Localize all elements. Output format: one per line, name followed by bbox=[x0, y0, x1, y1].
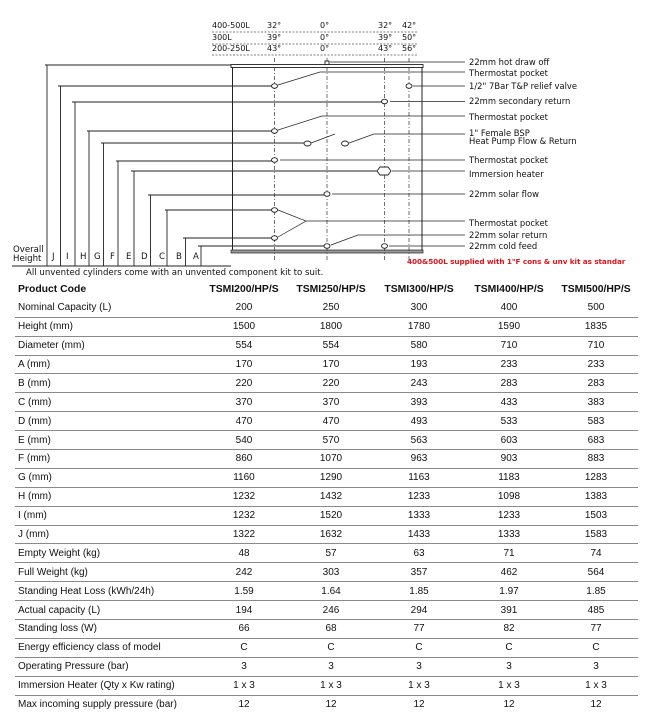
thermostat-pocket-port bbox=[272, 208, 278, 213]
dim-letter-d: D bbox=[141, 252, 148, 262]
cell-value: 1433 bbox=[407, 529, 431, 541]
ports bbox=[272, 61, 413, 248]
cell-value: 1 x 3 bbox=[233, 680, 255, 692]
cell-value: 860 bbox=[235, 453, 253, 465]
angle-value: 43° bbox=[267, 44, 282, 53]
cell-value: 1800 bbox=[319, 321, 343, 333]
cell-value: 1160 bbox=[233, 472, 255, 484]
cell-value: 1290 bbox=[319, 472, 343, 484]
cell-value: 1333 bbox=[407, 510, 431, 522]
cell-value: 493 bbox=[410, 415, 428, 427]
row-label: Energy efficiency class of model bbox=[18, 642, 161, 654]
cell-value: C bbox=[240, 642, 248, 654]
cell-value: 1070 bbox=[319, 453, 343, 465]
cell-value: 233 bbox=[500, 359, 518, 370]
cell-value: 570 bbox=[322, 434, 340, 446]
cell-value: 294 bbox=[410, 604, 428, 616]
cell-value: 246 bbox=[322, 604, 340, 616]
cell-value: 77 bbox=[590, 623, 602, 635]
relief-valve-port bbox=[406, 84, 412, 89]
cell-value: 3 bbox=[241, 661, 247, 673]
table-row bbox=[15, 695, 638, 713]
angle-size: 300L bbox=[212, 33, 232, 42]
table-row bbox=[15, 317, 638, 336]
cell-value: 1163 bbox=[408, 472, 430, 484]
label-hot-draw-off: 22mm hot draw off bbox=[469, 57, 550, 67]
cell-value: 710 bbox=[500, 340, 518, 352]
cell-value: C bbox=[327, 642, 335, 654]
cell-value: 303 bbox=[322, 566, 340, 578]
angle-value: 43° bbox=[378, 44, 393, 53]
cell-value: 1520 bbox=[319, 510, 343, 522]
row-label: Actual capacity (L) bbox=[18, 604, 101, 616]
cell-value: 82 bbox=[503, 623, 515, 635]
cell-value: 300 bbox=[410, 302, 428, 314]
row-label: Max incoming supply pressure (bar) bbox=[18, 699, 177, 711]
table-row bbox=[15, 487, 638, 506]
cell-value: 563 bbox=[410, 434, 428, 446]
heat-pump-flow-port bbox=[304, 141, 311, 146]
label-female-bsp: 1" Female BSP bbox=[469, 128, 530, 138]
cell-value: C bbox=[505, 642, 513, 654]
cell-value: 433 bbox=[500, 396, 518, 408]
row-label: C (mm) bbox=[18, 396, 52, 408]
cell-value: 564 bbox=[587, 566, 605, 578]
table-row bbox=[15, 468, 638, 487]
cell-value: 462 bbox=[500, 566, 518, 578]
cell-value: 1 x 3 bbox=[408, 680, 430, 692]
table-row bbox=[15, 657, 638, 676]
cell-value: 1322 bbox=[232, 529, 256, 541]
label-secondary-return: 22mm secondary return bbox=[469, 96, 571, 106]
immersion-heater-port bbox=[377, 167, 391, 175]
row-label: B (mm) bbox=[18, 377, 51, 389]
cell-value: 1232 bbox=[232, 491, 256, 503]
dim-letter-a: A bbox=[193, 252, 199, 262]
cell-value: 3 bbox=[416, 661, 422, 673]
table-row bbox=[15, 638, 638, 657]
overall-label: Height bbox=[13, 254, 42, 264]
cell-value: 3 bbox=[328, 661, 334, 673]
cell-value: 500 bbox=[587, 302, 605, 314]
cell-value: 77 bbox=[413, 623, 425, 635]
table-row bbox=[15, 676, 638, 695]
cell-value: 683 bbox=[587, 434, 605, 446]
cell-value: 1333 bbox=[497, 529, 521, 541]
cell-value: 71 bbox=[503, 547, 515, 559]
row-label: E (mm) bbox=[18, 434, 51, 446]
cell-value: 193 bbox=[410, 359, 428, 370]
column-header: TSMI300/HP/S bbox=[384, 284, 454, 296]
cell-value: 1.85 bbox=[586, 585, 606, 597]
cell-value: 68 bbox=[325, 623, 337, 635]
angle-value: 39° bbox=[378, 33, 393, 42]
cell-value: 12 bbox=[413, 699, 425, 711]
dim-letter-i: I bbox=[66, 252, 69, 262]
cell-value: 533 bbox=[500, 415, 518, 427]
thermostat-pocket-port bbox=[272, 129, 278, 134]
cell-value: 63 bbox=[413, 547, 425, 559]
table-row bbox=[15, 412, 638, 431]
hot-draw-off-port bbox=[325, 61, 329, 65]
cell-value: 200 bbox=[235, 302, 253, 314]
label-thermostat-pocket: Thermostat pocket bbox=[469, 218, 548, 228]
cell-value: 3 bbox=[593, 661, 599, 673]
row-label: Immersion Heater (Qty x Kw rating) bbox=[18, 680, 175, 692]
cell-value: 963 bbox=[410, 453, 428, 465]
cell-value: 1283 bbox=[584, 472, 608, 484]
row-label: A (mm) bbox=[18, 359, 51, 370]
row-label: Standing Heat Loss (kWh/24h) bbox=[18, 585, 155, 597]
label-relief-valve: 1/2" 7Bar T&P relief valve bbox=[469, 81, 578, 91]
row-label: Full Weight (kg) bbox=[18, 566, 88, 578]
table-row bbox=[15, 506, 638, 525]
cell-value: 1500 bbox=[232, 321, 256, 333]
angle-value: 0° bbox=[320, 33, 330, 42]
cell-value: 220 bbox=[322, 377, 340, 389]
cell-value: 1632 bbox=[319, 529, 343, 541]
cell-value: 250 bbox=[322, 302, 340, 314]
cell-value: 903 bbox=[500, 453, 518, 465]
thermostat-pocket-port bbox=[272, 84, 278, 89]
cell-value: C bbox=[592, 642, 600, 654]
row-label: I (mm) bbox=[18, 510, 47, 522]
cell-value: C bbox=[415, 642, 423, 654]
dim-letter-j: J bbox=[52, 252, 55, 262]
cell-value: 391 bbox=[500, 604, 518, 616]
cell-value: 1232 bbox=[232, 510, 256, 522]
cell-value: 12 bbox=[238, 699, 250, 711]
angle-value: 0° bbox=[320, 44, 330, 53]
cell-value: 485 bbox=[587, 604, 605, 616]
cell-value: 357 bbox=[410, 566, 428, 578]
angle-value: 42° bbox=[402, 21, 417, 30]
column-header: TSMI250/HP/S bbox=[296, 284, 366, 296]
dim-letter-e: E bbox=[126, 252, 132, 262]
cell-value: 1432 bbox=[319, 491, 343, 503]
table-row bbox=[15, 582, 638, 601]
table-row bbox=[15, 620, 638, 639]
angle-size: 400-500L bbox=[212, 21, 250, 30]
cell-value: 583 bbox=[587, 415, 605, 427]
spec-table bbox=[15, 281, 638, 713]
cell-value: 393 bbox=[410, 396, 428, 408]
cold-feed-port bbox=[324, 244, 330, 249]
cell-value: 233 bbox=[587, 359, 605, 370]
row-label: H (mm) bbox=[18, 491, 52, 503]
cell-value: 1835 bbox=[584, 321, 608, 333]
thermostat-pocket-port bbox=[272, 158, 278, 163]
cell-value: 48 bbox=[238, 547, 250, 559]
cell-value: 220 bbox=[235, 377, 253, 389]
overall-label: Overall bbox=[13, 245, 44, 255]
secondary-return-port bbox=[382, 99, 388, 104]
unvented-kit-note: All unvented cylinders come with an unvented component kit to suit. bbox=[26, 268, 324, 278]
row-label: J (mm) bbox=[18, 529, 50, 541]
cell-value: 470 bbox=[322, 415, 340, 427]
cell-value: 1583 bbox=[584, 529, 608, 541]
leader-lines bbox=[278, 62, 465, 246]
cell-value: 170 bbox=[322, 359, 340, 370]
cell-value: 554 bbox=[235, 340, 253, 352]
column-header: Product Code bbox=[18, 284, 87, 296]
angle-value: 56° bbox=[402, 44, 417, 53]
supply-note: 400&500L supplied with 1"F cons & unv kit as standar bbox=[407, 257, 626, 266]
table-row bbox=[15, 374, 638, 393]
cell-value: 1.85 bbox=[409, 585, 429, 597]
heat-pump-return-port bbox=[342, 141, 349, 146]
angle-value: 50° bbox=[402, 33, 417, 42]
cell-value: 1233 bbox=[407, 491, 431, 503]
cell-value: 66 bbox=[238, 623, 250, 635]
angle-value: 39° bbox=[267, 33, 282, 42]
row-label: F (mm) bbox=[18, 453, 51, 465]
angle-value: 32° bbox=[267, 21, 282, 30]
cell-value: 1503 bbox=[584, 510, 608, 522]
cell-value: 1.97 bbox=[499, 585, 519, 597]
table-row bbox=[15, 299, 638, 317]
table-row bbox=[15, 525, 638, 544]
dim-letter-b: B bbox=[176, 252, 182, 262]
cell-value: 1 x 3 bbox=[320, 680, 342, 692]
dimension-lines bbox=[12, 65, 384, 266]
cell-value: 283 bbox=[500, 377, 518, 389]
connection-labels bbox=[468, 57, 577, 251]
table-row bbox=[15, 450, 638, 469]
table-header-row bbox=[15, 281, 638, 299]
dimension-letters bbox=[13, 245, 199, 264]
row-label: Standing loss (W) bbox=[18, 623, 97, 635]
cell-value: 1233 bbox=[497, 510, 521, 522]
cell-value: 370 bbox=[235, 396, 253, 408]
cell-value: 1780 bbox=[407, 321, 431, 333]
column-header: TSMI500/HP/S bbox=[561, 284, 631, 296]
cell-value: 710 bbox=[587, 340, 605, 352]
cell-value: 12 bbox=[590, 699, 602, 711]
cell-value: 1098 bbox=[497, 491, 521, 503]
cell-value: 170 bbox=[235, 359, 253, 370]
cell-value: 383 bbox=[587, 396, 605, 408]
label-solar-return: 22mm solar return bbox=[469, 230, 548, 240]
label-cold-feed: 22mm cold feed bbox=[469, 241, 538, 251]
cell-value: 1.64 bbox=[321, 585, 341, 597]
angle-value: 32° bbox=[378, 21, 393, 30]
row-label: Nominal Capacity (L) bbox=[18, 302, 112, 314]
row-label: Operating Pressure (bar) bbox=[18, 661, 129, 673]
dim-letter-c: C bbox=[159, 252, 166, 262]
solar-flow-port bbox=[324, 192, 330, 197]
cell-value: 12 bbox=[503, 699, 515, 711]
label-immersion-heater: Immersion heater bbox=[469, 169, 544, 179]
cell-value: 580 bbox=[410, 340, 428, 352]
table-row bbox=[15, 601, 638, 620]
table-row bbox=[15, 393, 638, 412]
table-row bbox=[15, 544, 638, 563]
dim-letter-h: H bbox=[80, 252, 87, 262]
cell-value: 400 bbox=[500, 302, 518, 314]
cell-value: 603 bbox=[500, 434, 518, 446]
cell-value: 12 bbox=[325, 699, 337, 711]
column-header: TSMI400/HP/S bbox=[474, 284, 544, 296]
cell-value: 1.59 bbox=[234, 585, 254, 597]
row-label: Empty Weight (kg) bbox=[18, 547, 101, 559]
label-thermostat-pocket: Thermostat pocket bbox=[469, 68, 548, 78]
cell-value: 883 bbox=[587, 453, 605, 465]
row-label: Diameter (mm) bbox=[18, 340, 85, 352]
cell-value: 57 bbox=[325, 547, 337, 559]
cell-value: 554 bbox=[322, 340, 340, 352]
table-row bbox=[15, 563, 638, 582]
label-heat-pump: Heat Pump Flow & Return bbox=[469, 136, 577, 146]
cell-value: 1183 bbox=[498, 472, 520, 484]
table-row bbox=[15, 431, 638, 450]
cell-value: 242 bbox=[235, 566, 253, 578]
cell-value: 243 bbox=[410, 377, 428, 389]
row-label: G (mm) bbox=[18, 472, 52, 484]
cell-value: 540 bbox=[235, 434, 253, 446]
cell-value: 1590 bbox=[497, 321, 521, 333]
thermostat-pocket-port bbox=[272, 236, 278, 241]
dim-letter-g: G bbox=[94, 252, 101, 262]
column-header: TSMI200/HP/S bbox=[209, 284, 279, 296]
cell-value: 1 x 3 bbox=[585, 680, 607, 692]
cell-value: 3 bbox=[506, 661, 512, 673]
cell-value: 370 bbox=[322, 396, 340, 408]
label-solar-flow: 22mm solar flow bbox=[469, 189, 539, 199]
label-thermostat-pocket: Thermostat pocket bbox=[469, 155, 548, 165]
angle-value: 0° bbox=[320, 21, 330, 30]
cell-value: 1 x 3 bbox=[498, 680, 520, 692]
row-label: Height (mm) bbox=[18, 321, 74, 333]
cylinder-diagram bbox=[0, 0, 650, 270]
table-row bbox=[15, 355, 638, 374]
cell-value: 74 bbox=[590, 547, 602, 559]
cell-value: 194 bbox=[235, 604, 253, 616]
solar-return-port bbox=[382, 244, 388, 249]
label-thermostat-pocket: Thermostat pocket bbox=[469, 112, 548, 122]
angle-table bbox=[212, 21, 418, 55]
cell-value: 1383 bbox=[584, 491, 608, 503]
table-row bbox=[15, 336, 638, 355]
row-label: D (mm) bbox=[18, 415, 52, 427]
dim-letter-f: F bbox=[110, 252, 115, 262]
cell-value: 470 bbox=[235, 415, 253, 427]
cell-value: 283 bbox=[587, 377, 605, 389]
angle-size: 200-250L bbox=[212, 44, 250, 53]
